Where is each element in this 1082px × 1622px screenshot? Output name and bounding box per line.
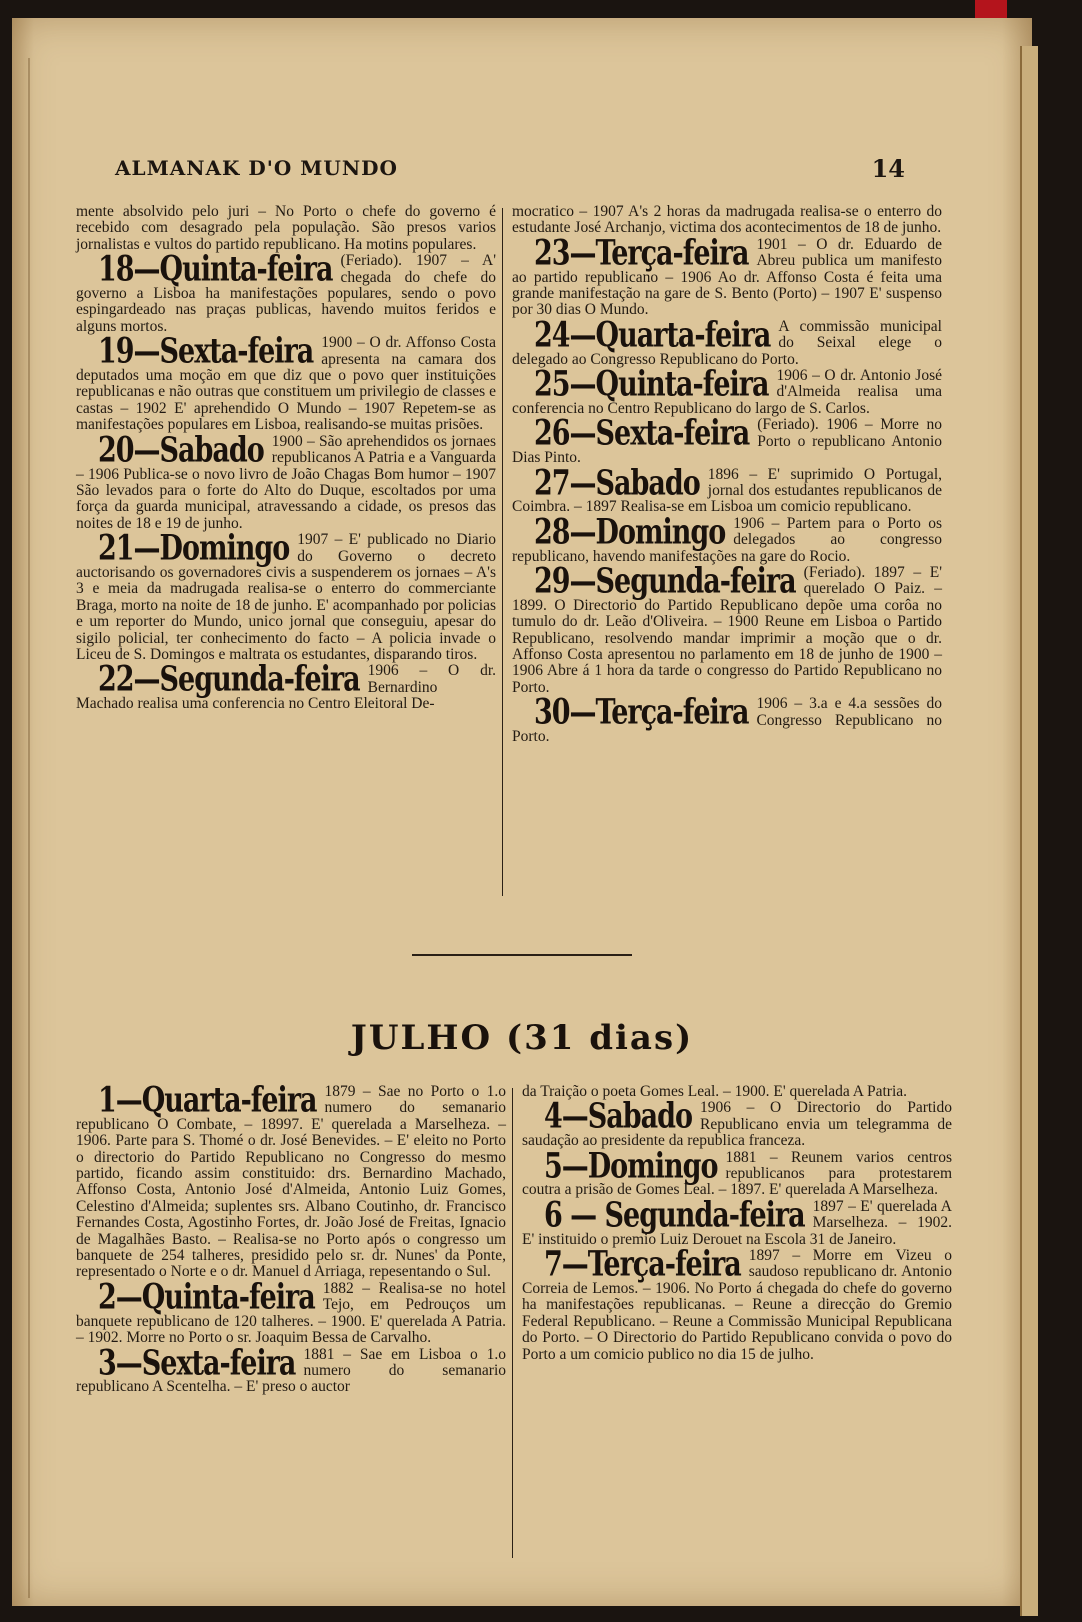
calendar-entry [512,233,942,319]
entry-text: 1897 – Morre em Vizeu o saudoso republicano dr. Antonio Correia de Lemos. – 1906. No Porto á chegada do chefe do governo ha manifestações republicanas. – Reune a direcção do Gremio Federal Republicano. – Reune a Commissão Municipal Republicana do Porto. – O Directorio do Partido Republicano convida o povo do Porto a um comicio publico no dia 15 de julho. [522,1247,952,1363]
book-page [12,18,1032,1606]
day-heading: 30—Terça-feira [534,692,749,733]
column-divider [502,208,503,896]
entry-text: 1906 – 3.a e 4.a sessões do Congresso Republicano no Porto. [512,695,942,745]
calendar-entry [522,1146,952,1199]
calendar-entry [76,331,496,434]
calendar-entry [76,528,496,663]
red-page-tab [975,0,1007,20]
entry-text: mocratico – 1907 A's 2 horas da madrugada realisa-se o enterro do estudante José Archanjo, victima dos acontecimentos de 18 de junho. [512,203,942,237]
calendar-entry [512,364,942,417]
day-heading: 20—Sabado [98,430,264,471]
day-heading: 21—Domingo [98,528,290,569]
entry-text: 1900 – O dr. Affonso Costa apresenta na camara dos deputados uma moção em que diz que o povo quer instituições republicanas e não outras que constituem um privilegio de classes e castas – 1902 E' aprehendido O Mundo – 1907 Repetem-se as manifestações populares em Lisboa, realisando-se muitas prisões. [76,334,496,434]
day-heading: 26—Sexta-feira [534,413,750,455]
entry-text: 1901 – O dr. Eduardo de Abreu publica um manifesto ao partido republicano – 1906 Ao dr. Affonso Costa é feita uma grande manifestação na gare de S. Bento (Porto) – 1907 E' suspenso por 30 dias O Mundo. [512,235,942,319]
day-heading: 18—Quinta-feira [98,249,333,291]
july-right-column [522,1084,952,1363]
almanac-title: ALMANAK D'O MUNDO [115,156,398,180]
entry-text: 1900 – São aprehendidos os jornaes republicanos A Patria e a Vanguarda – 1906 Publica-se o novo livro de João Chagas Bom humor – 1907 São levados para o forte do Alto do Duque, escoltados por uma força da guarda municipal, atravessando a cidade, os presos das noites de 18 e 19 de junho. [76,432,496,532]
entry-text: 1897 – E' querelada A Marselheza. – 1902. E' instituido o premio Luiz Derouet na Escola 31 de Janeiro. [522,1197,952,1248]
entry-text: (Feriado). 1907 – A' chegada do chefe do governo a Lisboa ha manifestações populares, sendo o povo espingardeado nas praças publicas, havendo muitos feridos e alguns mortos. [76,252,496,335]
section-divider [412,954,632,956]
day-heading: 1—Quarta-feira [98,1080,317,1121]
entry-text: 1896 – E' suprimido O Portugal, jornal dos estudantes republicanos de Coimbra. – 1897 Realisa-se em Lisboa um comicio republicano. [512,465,942,516]
day-heading: 6 — Segunda-feira [544,1195,805,1236]
calendar-entry [522,1096,952,1150]
calendar-entry [512,413,942,467]
july-left-column [76,1080,506,1396]
calendar-entry [522,1244,952,1363]
calendar-entry [76,659,496,713]
day-heading: 29—Segunda-feira [534,561,796,602]
calendar-entry [512,561,942,696]
entry-text: 1906 – O dr. Antonio José d'Almeida realisa uma conferencia no Centro Republicano do largo de S. Carlos. [512,367,942,417]
calendar-entry [512,315,942,368]
entry-text: 1906 – O dr. Bernardino Machado realisa uma conferencia no Centro Eleitoral De- [76,662,496,713]
page-number: 14 [871,154,905,183]
day-heading: 3—Sexta-feira [98,1343,296,1384]
day-heading: 5—Domingo [544,1146,718,1187]
entry-text: mente absolvido pelo juri – No Porto o chefe do governo é recebido com desagrado pela população. São presos varios jornalistas e vultos do partido republicano. Ha motins populares. [76,203,496,253]
calendar-entry [522,1195,952,1248]
june-right-column [512,204,942,745]
entry-text: 1881 – Sae em Lisboa o 1.o numero do semanario republicano A Scentelha. – E' preso o auctor [76,1345,506,1396]
page-edge-line [28,58,30,1598]
day-heading: 27—Sabado [534,463,700,504]
calendar-entry [76,1277,506,1347]
entry-text: 1906 – O Directorio do Partido Republicano envia um telegramma de saudação ao presidente da republica franceza. [522,1099,952,1150]
day-heading: 2—Quinta-feira [98,1277,315,1318]
column-divider [512,1088,513,1558]
day-heading: 25—Quinta-feira [534,364,769,405]
entry-text: (Feriado). 1906 – Morre no Porto o republicano Antonio Dias Pinto. [512,416,942,467]
day-heading: 23—Terça-feira [534,233,749,274]
june-left-column [76,204,496,713]
entry-text: (Feriado). 1897 – E' querelado O Paiz. – 1899. O Directorio do Partido Republicano depõe uma corôa no tumulo do dr. Leão d'Oliveira. – 1900 Reune em Lisboa o Partido Republicano, resolvendo mandar imprimir a moção que o dr. Affonso Costa apresentou no parlamento em 18 de junho de 1900 – 1906 Abre á 1 hora da tarde o congresso do Partido Republicano no Porto. [512,563,942,696]
day-heading: 22—Segunda-feira [98,659,360,701]
day-heading: 7—Terça-feira [544,1244,741,1285]
calendar-entry [76,1343,506,1396]
entry-text: 1879 – Sae no Porto o 1.o numero do semanario republicano O Combate, – 18997. E' querelada a Marselheza. – 1906. Parte para S. Thomé o dr. José Benevides. – E' eleito no Porto o directorio do Partido Republicano no Congresso do mesmo partido, ficando assim constituido: drs. Bernardino Machado, Affonso Costa, Antonio José d'Almeida, Antonio Luiz Gomes, Celestino d'Almeida; suplentes srs. Albano Coutinho, dr. Francisco Fernandes Costa, Agostinho Fortes, dr. João José de Freitas, Ignacio de Magalhães Basto. – Realisa-se no Porto após o congresso um banquete de 254 talheres, presidido pelo sr. dr. Nunes' da Ponte, representado o Norte e o dr. Manuel d Arriaga, repesentando o Sul. [76,1083,506,1281]
calendar-entry [76,204,496,253]
page-fold-edge [1020,46,1038,1616]
calendar-entry [512,204,942,237]
day-heading: 4—Sabado [544,1096,692,1138]
calendar-entry [512,512,942,565]
day-heading: 19—Sexta-feira [98,331,314,373]
entry-text: 1881 – Reunem varios centros republicanos para protestarem coutra a prisão de Gomes Leal. – 1897. E' querelada A Marselheza. [522,1148,952,1199]
entry-text: 1907 – E' publicado no Diario do Governo o decreto auctorisando os governadores civis a suspenderem os jornaes – A's 3 e meia da madrugada realisa-se o enterro do commerciante Braga, morto na noite de 18 de junho. E' acompanhado por policias e um reporter do Mundo, unico jornal que conseguiu, apesar do sigilo policial, ter conhecimento do facto – A policia invade o Liceu de S. Domingos e maltrata os estudantes, disparando tiros. [76,531,496,663]
entry-text: da Traição o poeta Gomes Leal. – 1900. E' querelada A Patria. [522,1083,908,1100]
month-title: JULHO (31 dias) [350,1018,694,1058]
entry-text: 1906 – Partem para o Porto os delegados ao congresso republicano, havendo manifestações na gare do Rocio. [512,514,942,565]
calendar-entry [76,430,496,532]
day-heading: 28—Domingo [534,512,726,553]
calendar-entry [76,249,496,335]
entry-text: 1882 – Realisa-se no hotel Tejo, em Pedrouços um banquete republicano de 120 talheres. – 1900. E' querelada A Patria. – 1902. Morre no Porto o sr. Joaquim Bessa de Carvalho. [76,1279,506,1347]
calendar-entry [512,463,942,516]
calendar-entry [76,1080,506,1281]
running-header [115,156,905,184]
entry-text: A commissão municipal do Seixal elege o delegado ao Congresso Republicano do Porto. [512,317,942,368]
calendar-entry [512,692,942,745]
day-heading: 24—Quarta-feira [534,315,771,356]
